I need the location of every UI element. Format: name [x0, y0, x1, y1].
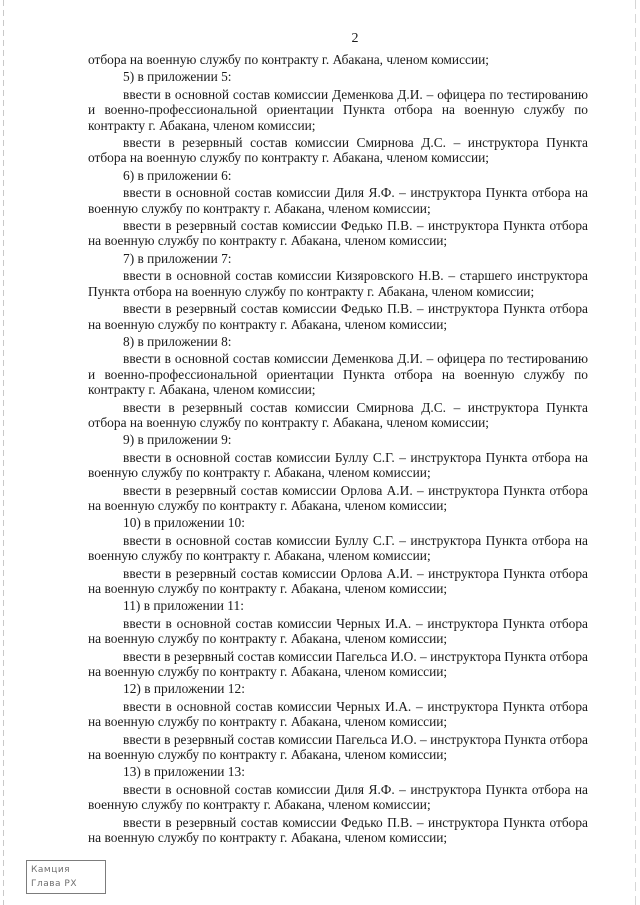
paragraph: ввести в основной состав комиссии Черных И.А. – инструктора Пункта отбора на военную службу по контракту г. Абакана, членом комиссии;	[88, 615, 588, 647]
paragraph: ввести в основной состав комиссии Буллу С.Г. – инструктора Пункта отбора на военную службу по контракту г. Абакана, членом комиссии;	[88, 449, 588, 481]
paragraph: 9) в приложении 9:	[123, 432, 232, 448]
scan-edge-left	[3, 0, 4, 905]
paragraph: 6) в приложении 6:	[123, 167, 232, 183]
paragraph: ввести в основной состав комиссии Диля Я.Ф. – инструктора Пункта отбора на военную службу по контракту г. Абакана, членом комиссии;	[88, 185, 588, 216]
registration-stamp	[26, 860, 106, 894]
paragraph: ввести в резервный состав комиссии Пагельса И.О. – инструктора Пункта отбора на военную службу по контракту г. Абакана, членом комиссии;	[88, 731, 588, 763]
paragraph: ввести в резервный состав комиссии Федько П.В. – инструктора Пункта отбора на военную службу по контракту г. Абакана, членом комиссии;	[88, 218, 588, 249]
paragraph: ввести в резервный состав комиссии Федько П.В. – инструктора Пункта отбора на военную службу по контракту г. Абакана, членом комиссии;	[88, 301, 588, 332]
paragraph: ввести в основной состав комиссии Буллу С.Г. – инструктора Пункта отбора на военную службу по контракту г. Абакана, членом комиссии;	[88, 532, 588, 564]
paragraph: 12) в приложении 12:	[123, 681, 245, 697]
paragraph: отбора на военную службу по контракту г. Абакана, членом комиссии;	[88, 52, 490, 67]
paragraph: 10) в приложении 10:	[123, 515, 245, 531]
paragraph: 11) в приложении 11:	[123, 598, 244, 614]
paragraph: ввести в резервный состав комиссии Федько П.В. – инструктора Пункта отбора на военную службу по контракту г. Абакана, членом комиссии;	[88, 814, 588, 846]
paragraph: ввести в основной состав комиссии Деменкова Д.И. – офицера по тестированию и военно-профессиональной ориентации Пункта отбора на военную службу по контракту г. Абакана, членом комиссии;	[88, 351, 588, 398]
paragraph: 8) в приложении 8:	[123, 333, 232, 349]
stamp-line-2: Глава РХ	[31, 879, 78, 889]
paragraph: 13) в приложении 13:	[123, 764, 245, 780]
paragraph: ввести в резервный состав комиссии Орлова А.И. – инструктора Пункта отбора на военную службу по контракту г. Абакана, членом комиссии;	[88, 482, 588, 513]
paragraph: ввести в основной состав комиссии Черных И.А. – инструктора Пункта отбора на военную службу по контракту г. Абакана, членом комиссии;	[88, 698, 588, 730]
paragraph: ввести в резервный состав комиссии Пагельса И.О. – инструктора Пункта отбора на военную службу по контракту г. Абакана, членом комиссии;	[88, 648, 588, 680]
paragraph: ввести в основной состав комиссии Деменкова Д.И. – офицера по тестированию и военно-профессиональной ориентации Пункта отбора на военную службу по контракту г. Абакана, членом комиссии;	[88, 86, 588, 133]
paragraph: ввести в резервный состав комиссии Смирнова Д.С. – инструктора Пункта отбора на военную службу по контракту г. Абакана, членом комиссии;	[88, 135, 588, 166]
paragraph: 7) в приложении 7:	[123, 250, 232, 266]
paragraph: ввести в основной состав комиссии Диля Я.Ф. – инструктора Пункта отбора на военную службу по контракту г. Абакана, членом комиссии;	[88, 781, 588, 813]
scan-edge-right	[635, 0, 636, 905]
paragraph: ввести в резервный состав комиссии Смирнова Д.С. – инструктора Пункта отбора на военную службу по контракту г. Абакана, членом комиссии;	[88, 399, 588, 430]
document-body	[88, 52, 588, 848]
stamp-line-1: Камция	[31, 865, 71, 875]
paragraph: ввести в основной состав комиссии Кизяровского Н.В. – старшего инструктора Пункта отбора на военную службу по контракту г. Абакана, членом комиссии;	[88, 268, 588, 299]
page-number: 2	[351, 31, 359, 46]
paragraph: 5) в приложении 5:	[123, 69, 232, 85]
paragraph: ввести в резервный состав комиссии Орлова А.И. – инструктора Пункта отбора на военную службу по контракту г. Абакана, членом комиссии;	[88, 565, 588, 596]
